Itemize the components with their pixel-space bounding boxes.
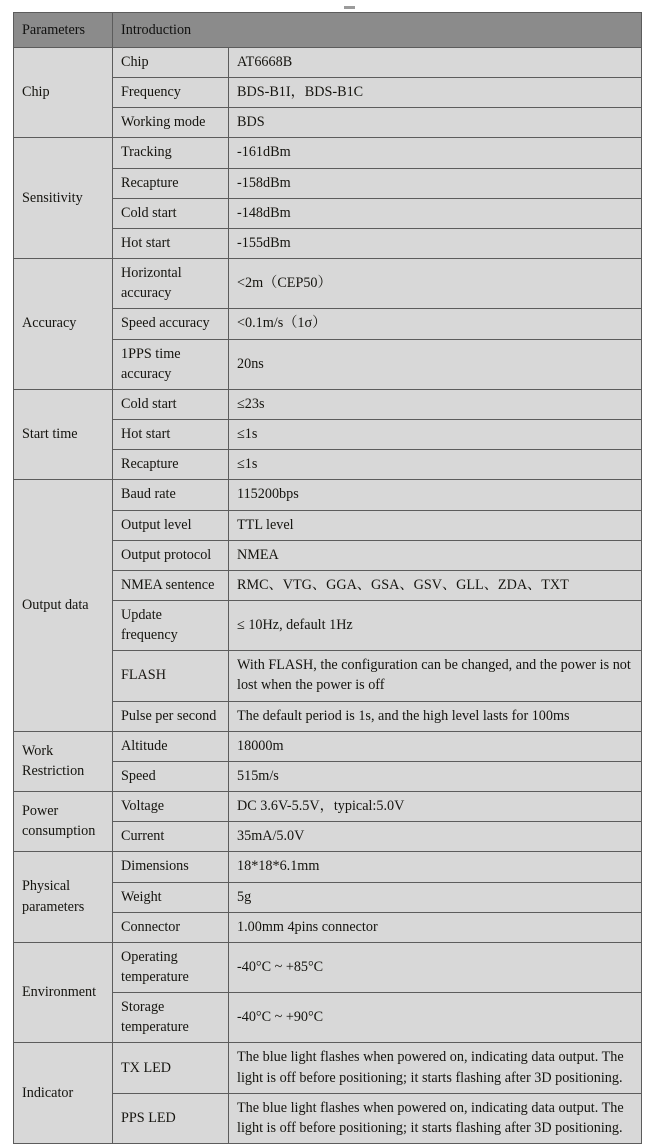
row-label: PPS LED (113, 1093, 229, 1143)
row-value: ≤ 10Hz, default 1Hz (229, 600, 642, 650)
row-label: Pulse per second (113, 701, 229, 731)
row-value: ≤1s (229, 450, 642, 480)
group-label-chip: Chip (14, 48, 113, 138)
table-row (14, 852, 642, 882)
row-label: NMEA sentence (113, 570, 229, 600)
row-value: BDS-B1I，BDS-B1C (229, 78, 642, 108)
table-header (14, 13, 642, 48)
row-label: Output level (113, 510, 229, 540)
table-row (14, 731, 642, 761)
row-value: <0.1m/s（1σ） (229, 309, 642, 339)
row-label: Horizontal accuracy (113, 259, 229, 309)
row-label: Working mode (113, 108, 229, 138)
table-row (14, 792, 642, 822)
header-row (14, 13, 642, 48)
row-value: -161dBm (229, 138, 642, 168)
row-label: Connector (113, 912, 229, 942)
group-label-work-restriction: Work Restriction (14, 731, 113, 791)
row-value: 18000m (229, 731, 642, 761)
row-value: TTL level (229, 510, 642, 540)
table-row (14, 1043, 642, 1093)
row-value: 515m/s (229, 761, 642, 791)
row-label: Operating temperature (113, 942, 229, 992)
row-value: The default period is 1s, and the high level lasts for 100ms (229, 701, 642, 731)
row-value: NMEA (229, 540, 642, 570)
row-value: 35mA/5.0V (229, 822, 642, 852)
row-label: Update frequency (113, 600, 229, 650)
row-value: The blue light flashes when powered on, indicating data output. The light is off before positioning; it starts flashing after 3D positioning. (229, 1043, 642, 1093)
row-label: TX LED (113, 1043, 229, 1093)
group-label-indicator: Indicator (14, 1043, 113, 1144)
row-value: -148dBm (229, 198, 642, 228)
scan-artifact (344, 6, 355, 9)
row-value: -40°C ~ +85°C (229, 942, 642, 992)
row-label: Baud rate (113, 480, 229, 510)
row-label: Voltage (113, 792, 229, 822)
row-label: Speed (113, 761, 229, 791)
row-value: 1.00mm 4pins connector (229, 912, 642, 942)
table-row (14, 48, 642, 78)
row-value: 115200bps (229, 480, 642, 510)
row-value: -40°C ~ +90°C (229, 993, 642, 1043)
row-value: With FLASH, the configuration can be changed, and the power is not lost when the power is off (229, 651, 642, 701)
specification-table-container (13, 12, 641, 1144)
table-row (14, 389, 642, 419)
row-value: BDS (229, 108, 642, 138)
row-label: Dimensions (113, 852, 229, 882)
row-value: ≤23s (229, 389, 642, 419)
row-value: -158dBm (229, 168, 642, 198)
row-label: Output protocol (113, 540, 229, 570)
row-label: Weight (113, 882, 229, 912)
row-value: ≤1s (229, 420, 642, 450)
row-label: Storage temperature (113, 993, 229, 1043)
group-label-start-time: Start time (14, 389, 113, 479)
group-label-environment: Environment (14, 942, 113, 1043)
table-row (14, 138, 642, 168)
row-label: Hot start (113, 228, 229, 258)
group-label-power-consumption: Power consumption (14, 792, 113, 852)
row-label: Cold start (113, 389, 229, 419)
column-header-parameters: Parameters (14, 13, 113, 48)
row-label: Recapture (113, 168, 229, 198)
row-label: FLASH (113, 651, 229, 701)
row-value: 20ns (229, 339, 642, 389)
column-header-introduction: Introduction (113, 13, 642, 48)
row-label: Recapture (113, 450, 229, 480)
row-label: Tracking (113, 138, 229, 168)
row-label: Altitude (113, 731, 229, 761)
row-label: Current (113, 822, 229, 852)
row-label: Chip (113, 48, 229, 78)
table-row (14, 259, 642, 309)
row-value: DC 3.6V-5.5V，typical:5.0V (229, 792, 642, 822)
specification-table (13, 12, 642, 1144)
row-value: 5g (229, 882, 642, 912)
row-label: Hot start (113, 420, 229, 450)
row-value: -155dBm (229, 228, 642, 258)
table-row (14, 942, 642, 992)
row-value: The blue light flashes when powered on, indicating data output. The light is off before positioning; it starts flashing after 3D positioning. (229, 1093, 642, 1143)
table-row (14, 480, 642, 510)
row-label: Cold start (113, 198, 229, 228)
row-label: Frequency (113, 78, 229, 108)
table-body (14, 48, 642, 1144)
group-label-sensitivity: Sensitivity (14, 138, 113, 259)
row-label: 1PPS time accuracy (113, 339, 229, 389)
row-value: AT6668B (229, 48, 642, 78)
row-value: RMC、VTG、GGA、GSA、GSV、GLL、ZDA、TXT (229, 570, 642, 600)
row-value: <2m（CEP50） (229, 259, 642, 309)
row-value: 18*18*6.1mm (229, 852, 642, 882)
group-label-physical-parameters: Physical parameters (14, 852, 113, 942)
group-label-accuracy: Accuracy (14, 259, 113, 390)
row-label: Speed accuracy (113, 309, 229, 339)
group-label-output-data: Output data (14, 480, 113, 731)
